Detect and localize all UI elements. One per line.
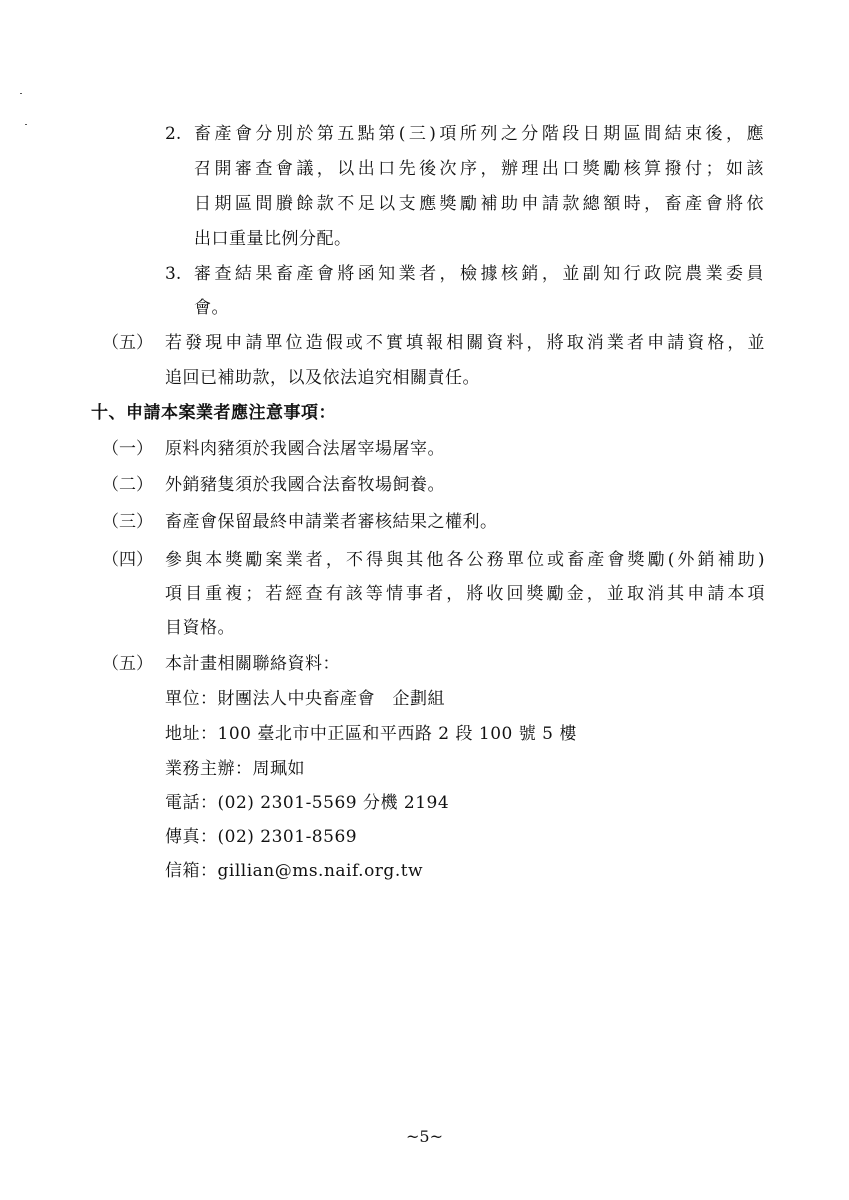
section-10-item-1-text: 原料肉豬須於我國合法屠宰場屠宰。 bbox=[165, 439, 445, 459]
item-5-marker: （五） bbox=[102, 333, 153, 353]
page-number: ~5~ bbox=[406, 1127, 443, 1146]
section-10-item-5-text: 本計畫相關聯絡資料： bbox=[165, 654, 340, 674]
sub-item-3-line: 會。 bbox=[194, 298, 229, 318]
scan-speck bbox=[20, 93, 22, 94]
section-10-heading: 十、申請本案業者應注意事項： bbox=[91, 403, 336, 423]
sub-item-2-line: 日期區間賸餘款不足以支應獎勵補助申請款總額時，畜產會將依 bbox=[194, 194, 764, 214]
item-5-line: 若發現申請單位造假或不實填報相關資料，將取消業者申請資格，並 bbox=[165, 333, 765, 353]
section-10-item-1-marker: （一） bbox=[102, 439, 153, 459]
section-10-item-2-marker: （二） bbox=[102, 475, 153, 495]
sub-item-3-marker: 3. bbox=[165, 264, 182, 284]
section-10-item-3-marker: （三） bbox=[102, 512, 153, 532]
section-10-item-4-line: 目資格。 bbox=[165, 618, 235, 638]
contact-phone: 電話：(02) 2301-5569 分機 2194 bbox=[165, 793, 450, 813]
section-10-item-4-line: 項目重複；若經查有該等情事者，將收回獎勵金，並取消其申請本項 bbox=[165, 584, 765, 604]
section-10-item-2-text: 外銷豬隻須於我國合法畜牧場飼養。 bbox=[165, 475, 445, 495]
contact-email: 信箱：gillian@ms.naif.org.tw bbox=[165, 861, 424, 881]
contact-unit: 單位：財團法人中央畜產會 企劃組 bbox=[165, 689, 445, 709]
sub-item-2-marker: 2. bbox=[165, 124, 182, 144]
section-10-item-4-line: 參與本獎勵案業者，不得與其他各公務單位或畜產會獎勵(外銷補助) bbox=[165, 550, 765, 570]
sub-item-2-line: 召開審查會議，以出口先後次序，辦理出口獎勵核算撥付；如該 bbox=[194, 159, 764, 179]
scan-speck bbox=[25, 124, 27, 125]
sub-item-3-line: 審查結果畜產會將函知業者，檢據核銷，並副知行政院農業委員 bbox=[194, 264, 764, 284]
sub-item-2-line: 畜產會分別於第五點第(三)項所列之分階段日期區間結束後，應 bbox=[194, 124, 764, 144]
section-10-item-3-text: 畜產會保留最終申請業者審核結果之權利。 bbox=[165, 512, 498, 532]
sub-item-2-line: 出口重量比例分配。 bbox=[194, 229, 352, 249]
item-5-line: 追回已補助款，以及依法追究相關責任。 bbox=[165, 368, 480, 388]
contact-officer: 業務主辦：周珮如 bbox=[165, 759, 305, 779]
section-10-item-5-marker: （五） bbox=[102, 654, 153, 674]
contact-address: 地址：100 臺北市中正區和平西路 2 段 100 號 5 樓 bbox=[165, 724, 577, 744]
section-10-item-4-marker: （四） bbox=[102, 550, 153, 570]
contact-fax: 傳真：(02) 2301-8569 bbox=[165, 827, 358, 847]
